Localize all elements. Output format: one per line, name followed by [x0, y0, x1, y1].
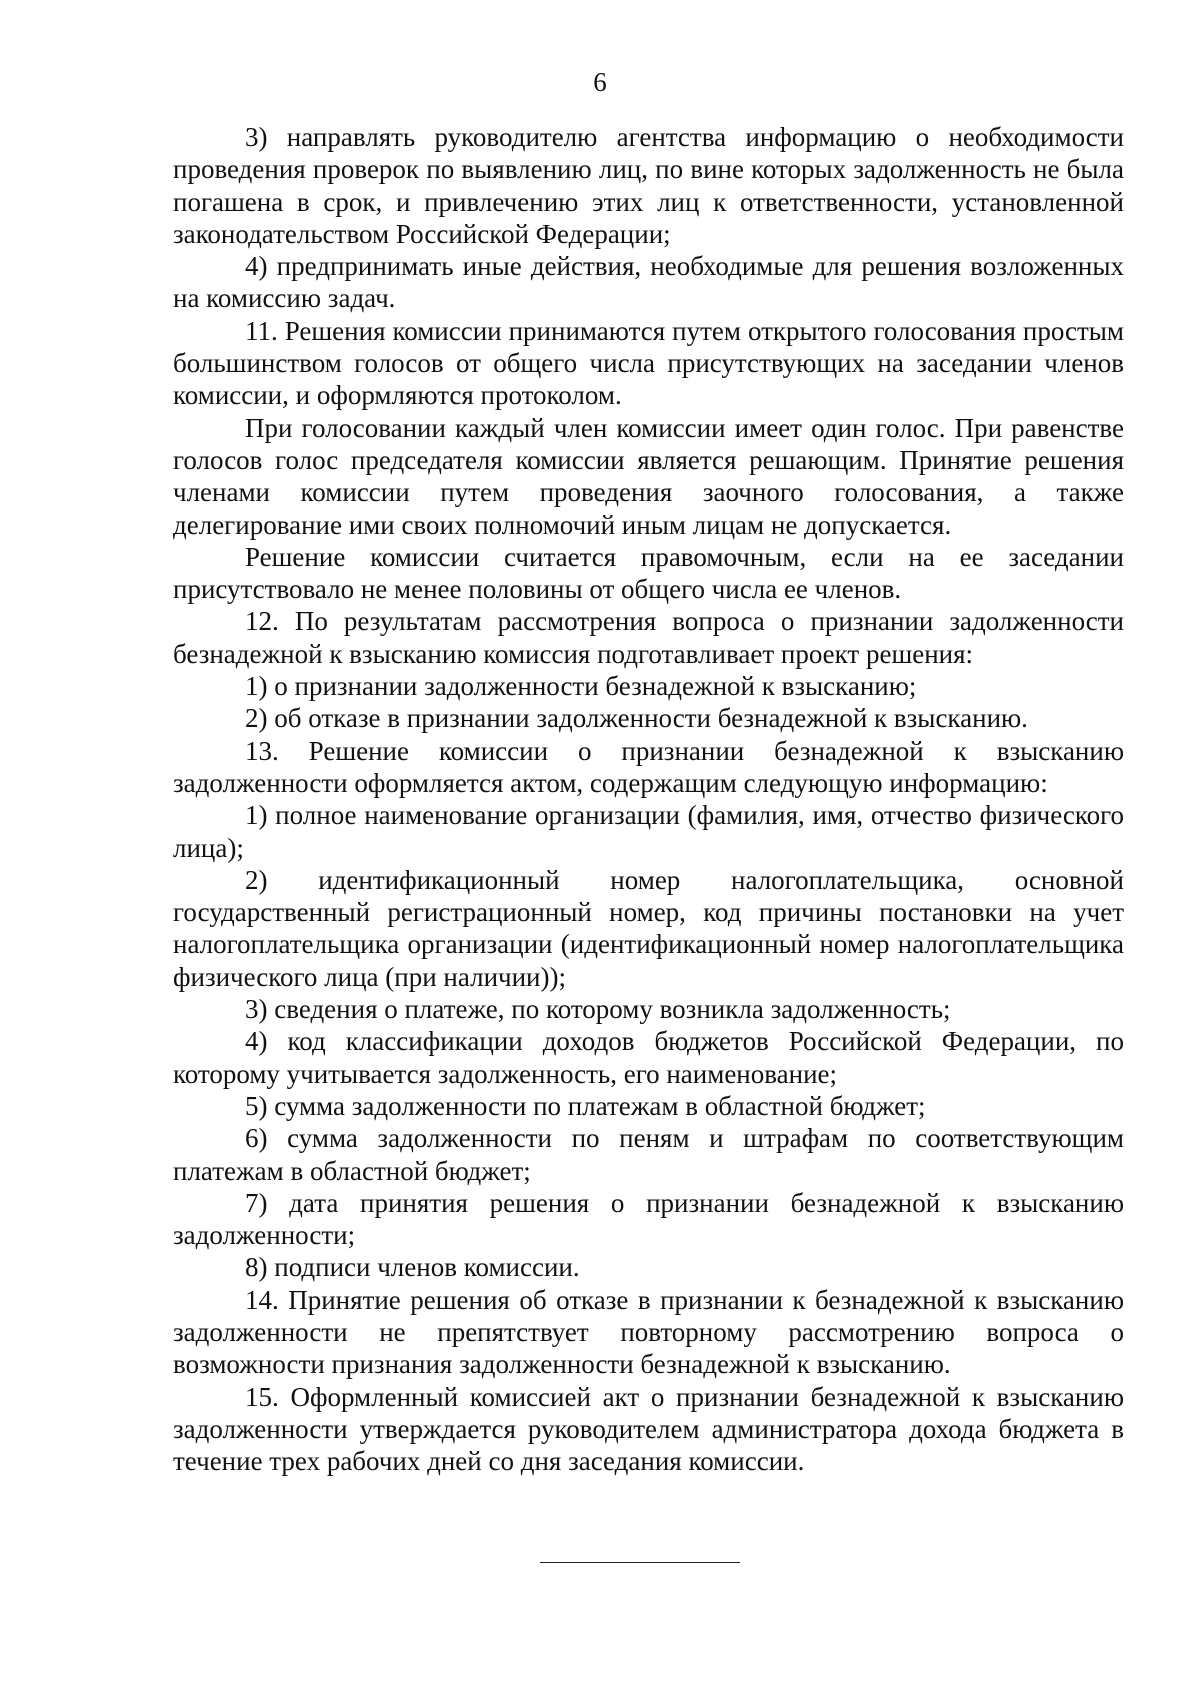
- list-item: 1) о признании задолженности безнадежной к взысканию;: [245, 671, 917, 702]
- paragraph: 12. По результатам рассмотрения вопроса о признании задолженности безнадежной к взысканию комиссия подготавливает проект решения:: [173, 606, 1124, 669]
- list-item: 8) подписи членов комиссии.: [245, 1252, 580, 1283]
- paragraph: 15. Оформленный комиссией акт о признании безнадежной к взысканию задолженности утверждается руководителем администратора дохода бюджета в течение трех рабочих дней со дня заседания комиссии.: [173, 1381, 1124, 1477]
- paragraph: 11. Решения комиссии принимаются путем открытого голосования простым большинством голосов от общего числа присутствующих на заседании членов комиссии, и оформляются протоколом.: [173, 315, 1124, 411]
- list-item: 1) полное наименование организации (фамилия, имя, отчество физического лица);: [173, 800, 1124, 863]
- paragraph: 14. Принятие решения об отказе в признании к безнадежной к взысканию задолженности не препятствует повторному рассмотрению вопроса о возможности признания задолженности безнадежной к взысканию.: [173, 1284, 1124, 1380]
- document-body: [173, 121, 1124, 1477]
- list-item: 2) об отказе в признании задолженности безнадежной к взысканию.: [245, 703, 1028, 734]
- list-item: 3) сведения о платеже, по которому возникла задолженность;: [245, 994, 951, 1025]
- page-number: 6: [593, 67, 607, 97]
- paragraph: Решение комиссии считается правомочным, если на ее заседании присутствовало не менее половины от общего числа ее членов.: [173, 541, 1124, 605]
- list-item: 2) идентификационный номер налогоплательщика, основной государственный регистрационный номер, код причины постановки на учет налогоплательщика организации (идентификационный номер налогоплательщика физического лица (при наличии));: [173, 864, 1124, 992]
- list-item: 7) дата принятия решения о признании безнадежной к взысканию задолженности;: [173, 1187, 1124, 1251]
- paragraph: При голосовании каждый член комиссии имеет один голос. При равенстве голосов голос председателя комиссии является решающим. Принятие решения членами комиссии путем проведения заочного голосования, а также делегирование ими своих полномочий иным лицам не допускается.: [173, 412, 1124, 540]
- paragraph: 3) направлять руководителю агентства информацию о необходимости проведения проверок по выявлению лиц, по вине которых задолженность не была погашена в срок, и привлечению этих лиц к ответственности, установленной законодательством Российской Федерации;: [173, 122, 1124, 249]
- end-divider: [540, 1562, 740, 1563]
- paragraph: 4) предпринимать иные действия, необходимые для решения возложенных на комиссию задач.: [173, 251, 1124, 314]
- list-item: 4) код классификации доходов бюджетов Российской Федерации, по которому учитывается задолженность, его наименование;: [173, 1026, 1124, 1089]
- list-item: 6) сумма задолженности по пеням и штрафам по соответствующим платежам в областной бюджет;: [173, 1123, 1124, 1186]
- list-item: 5) сумма задолженности по платежам в областной бюджет;: [245, 1090, 926, 1121]
- paragraph: 13. Решение комиссии о признании безнадежной к взысканию задолженности оформляется актом, содержащим следующую информацию:: [173, 735, 1124, 798]
